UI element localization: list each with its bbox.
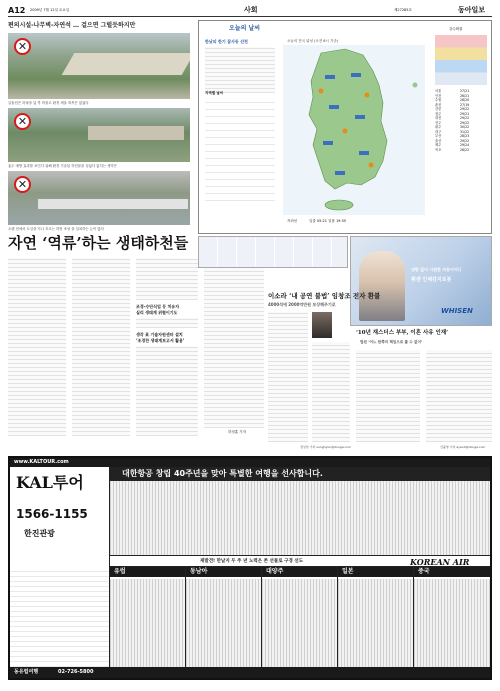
temp-value: 28/23 [460, 134, 470, 138]
ad-footer-phone: 02-726-5800 [58, 669, 94, 675]
story2-body-2 [426, 350, 492, 442]
ad-left-panel [10, 467, 110, 567]
story2-subtitle: 법원 ‘어느 한쪽의 책임으로 볼 수 없어’ [360, 340, 423, 344]
page-header [8, 5, 492, 17]
bottom-ad [8, 456, 492, 680]
feature-photo-1 [8, 33, 190, 99]
feature-subhead-4: ‘조경찬 생태계보고서 활용’ [136, 338, 185, 343]
forecast-strip [198, 236, 348, 268]
temp-city: 청주 [435, 111, 442, 116]
temp-city: 광주 [435, 125, 442, 129]
temp-city: 제주 [435, 143, 442, 147]
feature-kicker: 편의시설-나무벽-자연석 … 걸으면 그럴듯하지만 [8, 22, 136, 29]
story1-body-2 [312, 342, 350, 442]
feature-headline: 자연 ‘역류’하는 생태하천들 [8, 234, 189, 252]
ad-region-title: 중국 [414, 567, 490, 577]
feature-byline: 하정훈 기자 [228, 430, 247, 434]
temp-value: 29/21 [460, 111, 470, 116]
temp-city: 인천 [435, 93, 442, 98]
temp-city: 전주 [435, 120, 442, 125]
ad-banner-text: 대한항공 창립 40주년을 맞아 특별한 여행을 선사합니다. [122, 469, 323, 478]
temp-value: 29/22 [460, 107, 470, 111]
weather-legend-label: 강수확률 [449, 27, 463, 31]
weather-sun-times: 일출 05:21 일몰 19:55 [309, 219, 347, 223]
weather-title: 오늘의 날씨 [229, 25, 261, 32]
prohibition-icon: ✕ [14, 38, 31, 55]
temp-city: 목포 [435, 147, 442, 152]
feature-caption-3: 오랜 천에서 도심을 지나 흐르는 하천 조성 을 설치하는 논이 많다 [8, 227, 104, 231]
ad-region-column [414, 567, 490, 667]
weather-table-title: 지역별 날씨 [205, 91, 224, 95]
weather-text [205, 47, 275, 93]
story1-photo [312, 312, 332, 338]
feature-body-col-3c [136, 346, 198, 436]
feature-caption-2: 홍수 예방 효과를 보인다 위해 환경 기술된 하천물을 걸었다 없다는 생각은 [8, 164, 118, 168]
temp-city: 수원 [435, 98, 442, 102]
ad-region-column [186, 567, 262, 667]
ad-region-title: 일본 [338, 567, 413, 577]
ad-region-title: 유럽 [110, 567, 185, 577]
ad-footer [10, 667, 490, 678]
temp-value: 29/22 [460, 120, 470, 125]
temp-city: 대구 [435, 129, 442, 134]
feature-body-col-4 [204, 258, 264, 428]
temp-value: 29/22 [460, 138, 470, 143]
temp-city: 강릉 [435, 107, 442, 111]
weather-map [283, 45, 425, 215]
story1-byline: 정성일 기자 sunghyun@donga.com [300, 445, 351, 449]
temp-city: 춘천 [435, 102, 442, 107]
ad-brand-logo: KAL투어 [16, 473, 84, 492]
temp-value: 29/24 [460, 143, 470, 147]
prohibition-icon: ✕ [14, 113, 31, 130]
temp-city: 울산 [435, 138, 442, 143]
weather-rain-bars [435, 35, 487, 85]
feature-body-col-1 [8, 258, 66, 436]
ad-region-title: 동남아 [186, 567, 261, 577]
feature-caption-1: 갑돌천은 하폭을 넓 깍 허물고 환경 세울 혀목은 없었다 [8, 101, 89, 105]
temp-value: 29/22 [460, 116, 470, 120]
temp-city: 부산 [435, 134, 442, 138]
ad-region-column [338, 567, 414, 667]
ad-partner: 한진관광 [24, 529, 55, 538]
story2-byline: 신광영 기자 ayeoh@donga.com [440, 445, 486, 449]
page-number: A12 [8, 6, 26, 15]
edition-number: 제27285호 [394, 8, 412, 12]
temp-value: 30/22 [460, 125, 470, 129]
ad-banner [110, 467, 490, 481]
ad-url: www.KALTOUR.com [14, 459, 69, 465]
section-title: 사회 [244, 5, 258, 14]
story1-title: 이소라 ‘내 공연 불법’ 임창조 전자 환불 [268, 292, 381, 300]
ad-footer-label: 동유럽여행 [14, 669, 39, 675]
temp-value: 26/21 [460, 93, 470, 98]
ad-region-column [110, 567, 186, 667]
ad-strip-text: 재발견! 만날지 두 주 년 노력은 존 선물로 구경 선도 [200, 559, 304, 564]
feature-subhead-2: 실리 생태계 위협이기도 [136, 310, 178, 315]
weather-table [205, 97, 275, 201]
feature-subhead-3: 생각 표 기술자원센터 설치 [136, 332, 183, 337]
temp-value: 31/22 [460, 129, 470, 134]
newspaper-name: 동아일보 [458, 5, 486, 14]
story2-body-1 [356, 350, 420, 442]
weather-map-title: 오늘의 전국 위성 (오전 6시 기준) [287, 39, 339, 43]
temp-value: 28/20 [460, 98, 470, 102]
temp-value: 27/19 [460, 102, 470, 107]
prohibition-icon: ✕ [14, 176, 31, 193]
ad-people-photo [359, 251, 405, 321]
issue-date: 2009년 7월 12일 토요일 [30, 8, 70, 12]
ad-mid-strip [110, 555, 490, 567]
ad-tagline-2: 휘센 인체감지로봇 [411, 277, 452, 283]
ad-region-spacer [10, 567, 110, 667]
temp-value: 28/22 [460, 147, 470, 152]
story1-body-1 [268, 312, 308, 442]
ad-phone: 1566-1155 [16, 507, 88, 521]
feature-body-col-3b [136, 318, 198, 328]
ad-region-row [10, 567, 490, 667]
ad-grid-top [110, 481, 490, 555]
weather-temp-list [435, 89, 489, 217]
feature-photo-2 [8, 108, 190, 162]
side-ad [350, 236, 492, 326]
ad-tagline-1: 냉방 없이 시원한 자동이어니 [411, 267, 462, 272]
temp-city: 서울 [435, 89, 442, 93]
weather-sun-label: 자외선 [287, 219, 298, 223]
ad-airline: KOREAN AIR [410, 557, 470, 567]
feature-photo-3 [8, 171, 190, 225]
story2-title: ‘10년 재스더스 부부, 이혼 사유 인재’ [356, 330, 449, 336]
temp-value: 27/21 [460, 89, 470, 93]
ad-url-bar [10, 458, 490, 467]
feature-subhead-1: 조경-수단식업 등 치유자 [136, 304, 180, 309]
weather-subtitle: 한낮의 한기 잡사동 선천 [205, 39, 248, 44]
ad-region-column [262, 567, 338, 667]
feature-body-col-3a [136, 258, 198, 300]
ad-brand: WHISEN [441, 307, 473, 315]
feature-body-col-2 [72, 258, 130, 436]
story1-subtitle: 4000석에 2000억만원 보상해주기로 [268, 302, 336, 307]
weather-section [198, 20, 492, 234]
temp-city: 대전 [435, 116, 442, 120]
ad-region-title: 대양주 [262, 567, 337, 577]
